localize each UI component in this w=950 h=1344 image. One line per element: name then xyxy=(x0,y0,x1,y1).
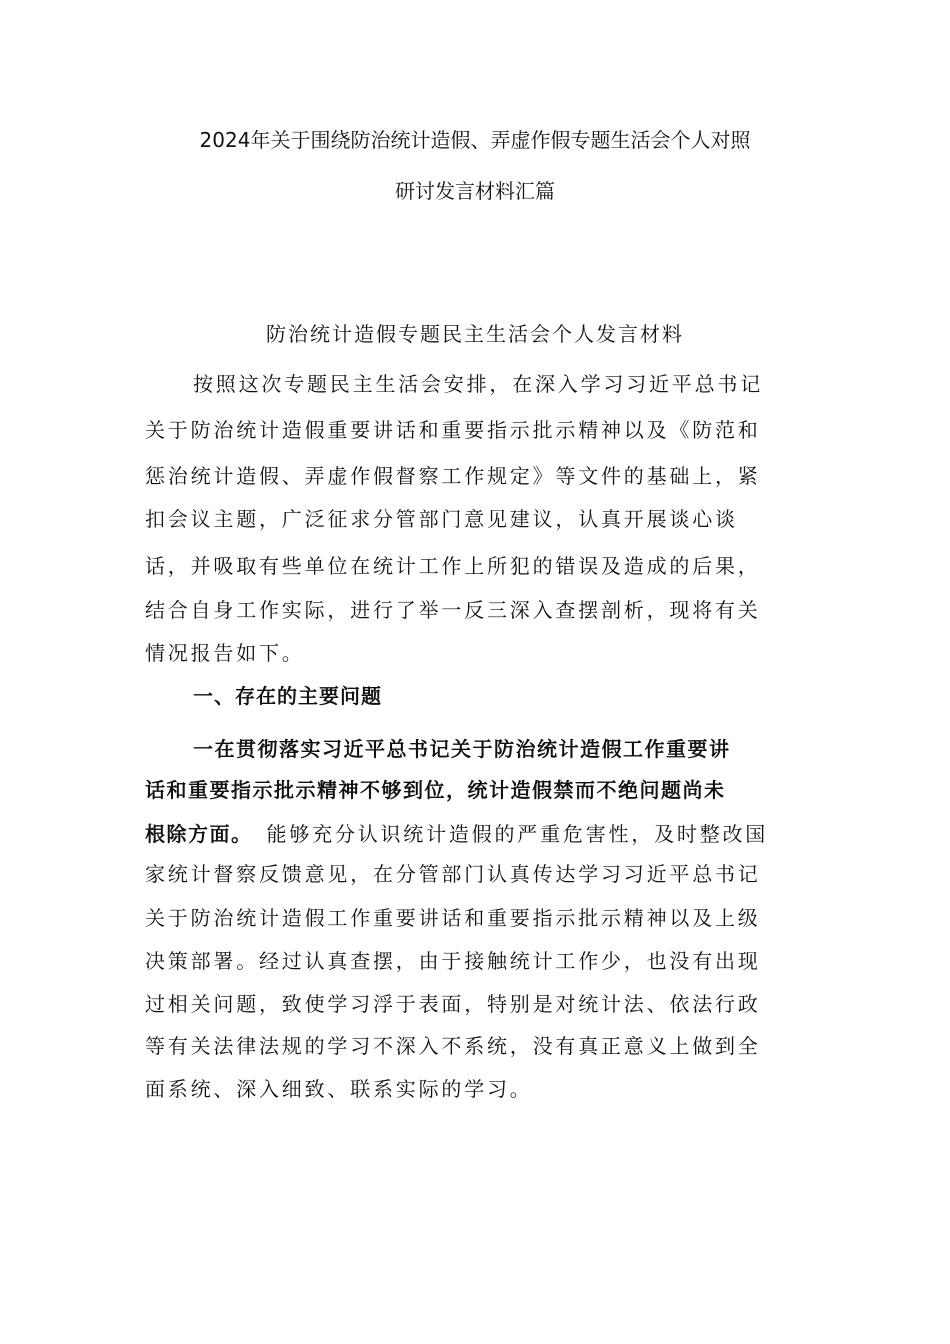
paragraph-line: 家统计督察反馈意见，在分管部门认真传达学习习近平总书记 xyxy=(145,862,761,886)
bold-point-line: 根除方面。 xyxy=(145,822,253,846)
paragraph-line: 关于防治统计造假工作重要讲话和重要指示批示精神以及上级 xyxy=(145,906,761,930)
paragraph-line: 决策部署。经过认真查摆，由于接触统计工作少，也没有出现 xyxy=(145,949,761,973)
paragraph-line: 结合自身工作实际，进行了举一反三深入查摆剖析，现将有关 xyxy=(145,598,761,622)
document-title-line-1: 2024年关于围绕防治统计造假、弄虚作假专题生活会个人对照 xyxy=(199,128,751,152)
paragraph-line: 情况报告如下。 xyxy=(145,641,305,665)
paragraph-line: 按照这次专题民主生活会安排，在深入学习习近平总书记 xyxy=(193,372,763,396)
paragraph-line: 面系统、深入细致、联系实际的学习。 xyxy=(145,1077,533,1101)
document-title-line-2: 研讨发言材料汇篇 xyxy=(395,179,555,203)
paragraph-line: 扣会议主题，广泛征求分管部门意见建议，认真开展谈心谈 xyxy=(145,507,738,531)
paragraph-line: 话，并吸取有些单位在统计工作上所犯的错误及造成的后果， xyxy=(145,554,761,578)
mixed-line xyxy=(145,818,805,847)
section-subtitle: 防治统计造假专题民主生活会个人发言材料 xyxy=(266,322,684,346)
paragraph-line: 关于防治统计造假重要讲话和重要指示批示精神以及《防范和 xyxy=(145,418,761,442)
bold-point-line: 一在贯彻落实习近平总书记关于防治统计造假工作重要讲 xyxy=(193,737,731,761)
bold-point-line: 话和重要指示批示精神不够到位，统计造假禁而不绝问题尚未 xyxy=(145,778,726,802)
paragraph-line: 等有关法律法规的学习不深入不系统，没有真正意义上做到全 xyxy=(145,1034,761,1058)
section-heading: 一、存在的主要问题 xyxy=(193,684,382,708)
paragraph-line: 过相关问题，致使学习浮于表面，特别是对统计法、依法行政 xyxy=(145,992,761,1016)
paragraph-line: 惩治统计造假、弄虚作假督察工作规定》等文件的基础上，紧 xyxy=(145,464,761,488)
paragraph-segment: 能够充分认识统计造假的严重危害性，及时整改国 xyxy=(266,822,769,846)
